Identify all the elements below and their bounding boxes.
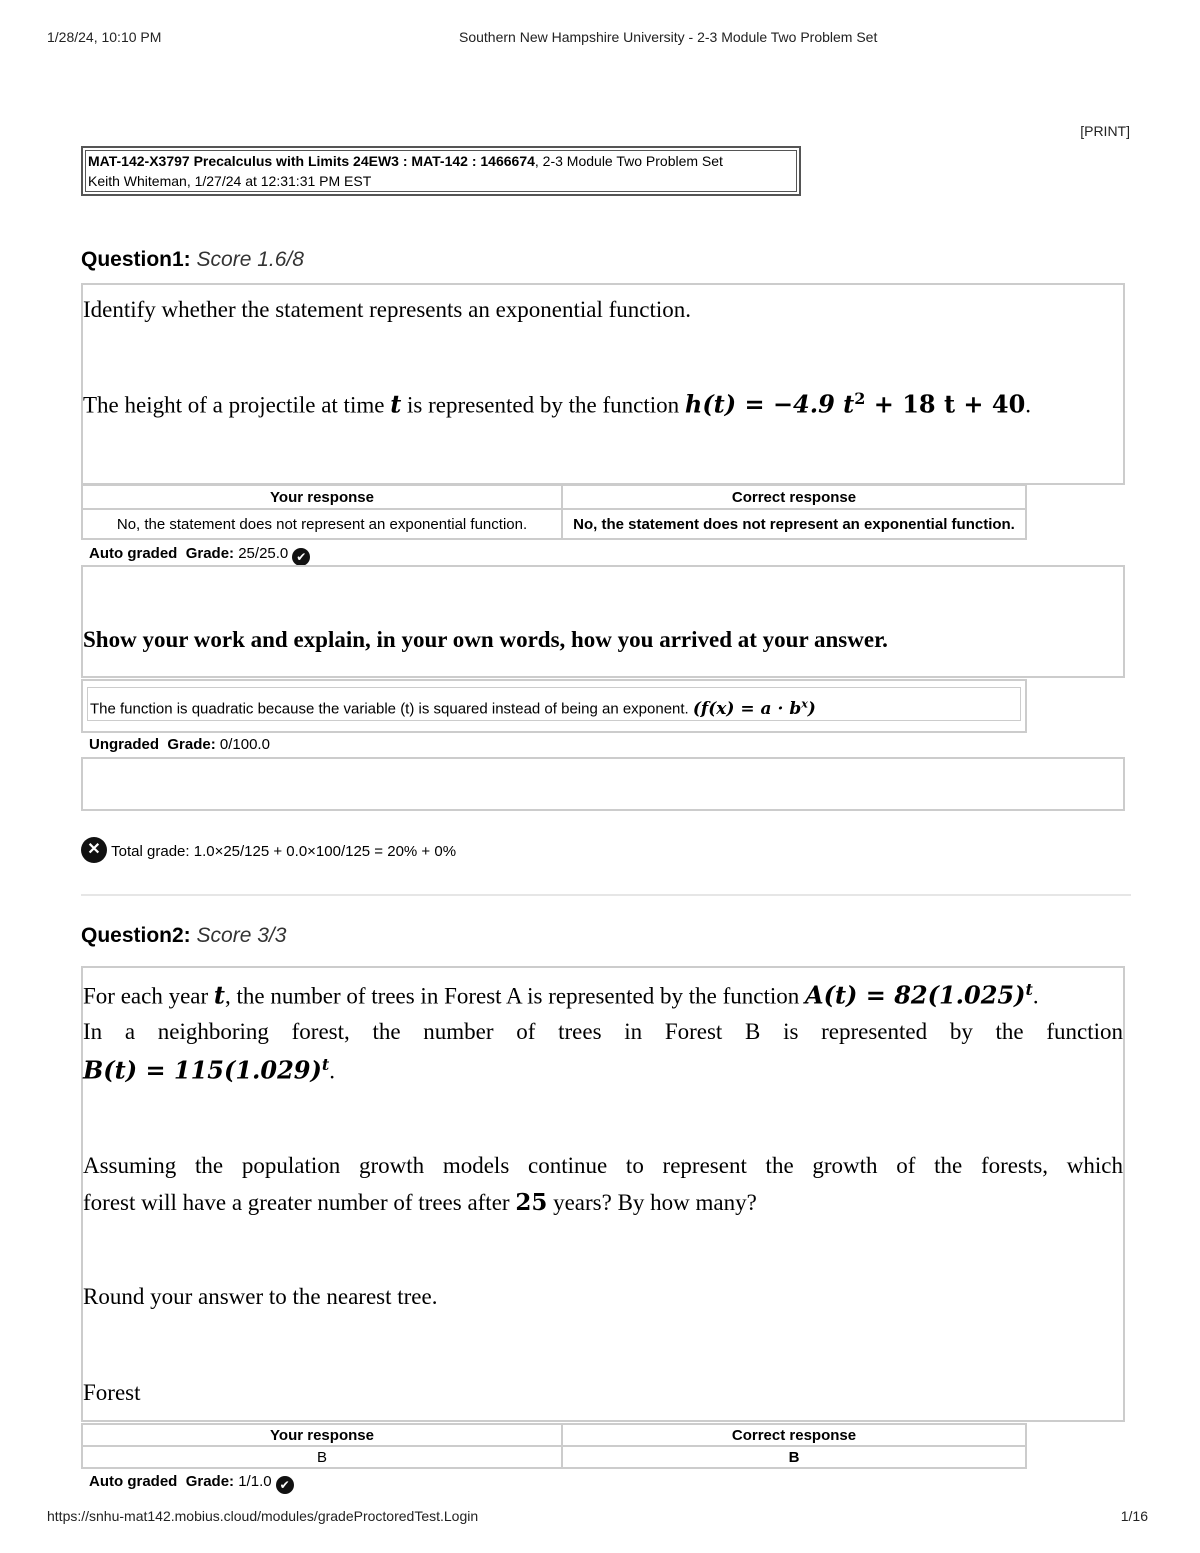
question-1-title — [81, 248, 304, 272]
print-url: https://snhu-mat142.mobius.cloud/modules/gradeProctoredTest.Login — [47, 1508, 479, 1524]
statement-period: . — [1025, 392, 1032, 418]
work-formula-exponent: x — [801, 697, 808, 710]
statement-variable: t — [390, 389, 402, 419]
question-1-prompt-box — [81, 283, 1125, 485]
question-2-grade — [89, 1473, 294, 1494]
work-prompt: Show your work and explain, in your own words, how you arrived at your answer. — [83, 627, 888, 652]
your-response-header: Your response — [82, 485, 562, 509]
grade-type: Auto graded — [89, 545, 178, 562]
print-datetime: 1/28/24, 10:10 PM — [47, 29, 162, 45]
q2-p2-end: . — [329, 1058, 336, 1084]
assignment-name: , 2-3 Module Two Problem Set — [534, 153, 723, 169]
q2-paragraph-2b — [83, 1055, 335, 1085]
question-1-statement — [83, 389, 1031, 419]
question-divider — [81, 894, 1131, 896]
work-formula-end: ) — [807, 698, 816, 719]
q2-grade-value: 1/1.0 — [238, 1473, 272, 1490]
work-answer-text: The function is quadratic because the variable (t) is squared instead of being an exponent. — [90, 700, 689, 718]
work-formula: (f(x) = a · b — [692, 698, 802, 719]
q2-p1-text-b: , the number of trees in Forest A is represented by the function — [225, 983, 805, 1009]
your-response-cell: No, the statement does not represent an exponential function. — [82, 509, 562, 539]
question-1-response-table — [81, 484, 1027, 540]
q2-years-number: 25 — [515, 1189, 548, 1216]
q2-p1-text-a: For each year — [83, 983, 214, 1009]
grade-label: Grade: — [185, 545, 235, 562]
total-grade-text: Total grade: 1.0×25/125 + 0.0×100/125 = 20% + 0% — [111, 843, 457, 860]
statement-function-tail: + 18 t + 40 — [865, 389, 1026, 419]
correct-response-header: Correct response — [562, 485, 1026, 509]
check-circle-icon: ✔ — [276, 1476, 294, 1494]
q2-p3-text-a: forest will have a greater number of trees after — [83, 1190, 516, 1215]
statement-text-a: The height of a projectile at time — [83, 392, 391, 418]
statement-function: h(t) = −4.9 t — [684, 389, 855, 419]
work-grade-label: Grade: — [167, 736, 216, 753]
q2-grade-type: Auto graded — [89, 1473, 178, 1490]
print-page-title: Southern New Hampshire University - 2-3 Module Two Problem Set — [459, 29, 878, 45]
q2-correct-response-header: Correct response — [562, 1424, 1026, 1446]
q2-function-a-exponent: t — [1025, 980, 1033, 999]
question-2-response-table — [81, 1423, 1027, 1469]
q2-grade-label: Grade: — [185, 1473, 235, 1490]
q2-p1-variable: t — [213, 980, 225, 1010]
q2-your-response-cell: B — [82, 1446, 562, 1468]
q2-paragraph-3: Assuming the population growth models continue to represent the growth of the forests, which — [83, 1153, 1123, 1178]
print-link[interactable]: [PRINT] — [1080, 123, 1130, 139]
work-prompt-box — [81, 565, 1125, 678]
question-1-score: Score 1.6/8 — [196, 248, 304, 271]
feedback-box — [81, 757, 1125, 811]
work-answer-container — [81, 679, 1027, 733]
work-grade — [89, 736, 270, 753]
q2-paragraph-2: In a neighboring forest, the number of trees in Forest B is represented by the function — [83, 1019, 1123, 1044]
work-grade-value: 0/100.0 — [219, 736, 270, 753]
student-line: Keith Whiteman, 1/27/24 at 12:31:31 PM EST — [88, 173, 372, 189]
question-1-grade — [89, 545, 310, 566]
q2-your-response-header: Your response — [82, 1424, 562, 1446]
x-circle-icon: ✕ — [81, 837, 107, 863]
q2-function-b: B(t) = 115(1.029) — [83, 1055, 322, 1085]
correct-response-cell: No, the statement does not represent an exponential function. — [562, 509, 1026, 539]
question-2-title — [81, 924, 286, 948]
grade-value: 25/25.0 — [238, 545, 289, 562]
question-1-total-grade — [81, 837, 456, 863]
question-2-label: Question2: — [81, 924, 191, 947]
question-1-label: Question1: — [81, 248, 191, 271]
statement-exponent: 2 — [854, 389, 866, 408]
q2-function-b-exponent: t — [321, 1055, 330, 1074]
q2-p1-end: . — [1032, 983, 1039, 1009]
question-2-score: Score 3/3 — [196, 924, 287, 947]
q2-p3-text-b: years? By how many? — [547, 1190, 757, 1215]
page-number: 1/16 — [1120, 1508, 1148, 1524]
q2-function-a: A(t) = 82(1.025) — [804, 980, 1026, 1010]
work-grade-type: Ungraded — [89, 736, 160, 753]
question-2-prompt-box — [81, 966, 1125, 1422]
assignment-info-box — [81, 146, 801, 196]
q2-correct-response-cell: B — [562, 1446, 1026, 1468]
work-answer-field — [87, 687, 1021, 721]
q2-paragraph-5: Forest — [83, 1380, 141, 1405]
q2-paragraph-3b — [83, 1189, 757, 1216]
q2-paragraph-1 — [83, 980, 1039, 1010]
course-name: MAT-142-X3797 Precalculus with Limits 24EW3 : MAT-142 : 1466674 — [88, 153, 535, 169]
question-1-prompt: Identify whether the statement represents an exponential function. — [83, 297, 692, 322]
statement-text-b: is represented by the function — [401, 392, 685, 418]
check-circle-icon: ✔ — [292, 548, 310, 566]
q2-paragraph-4: Round your answer to the nearest tree. — [83, 1284, 438, 1309]
